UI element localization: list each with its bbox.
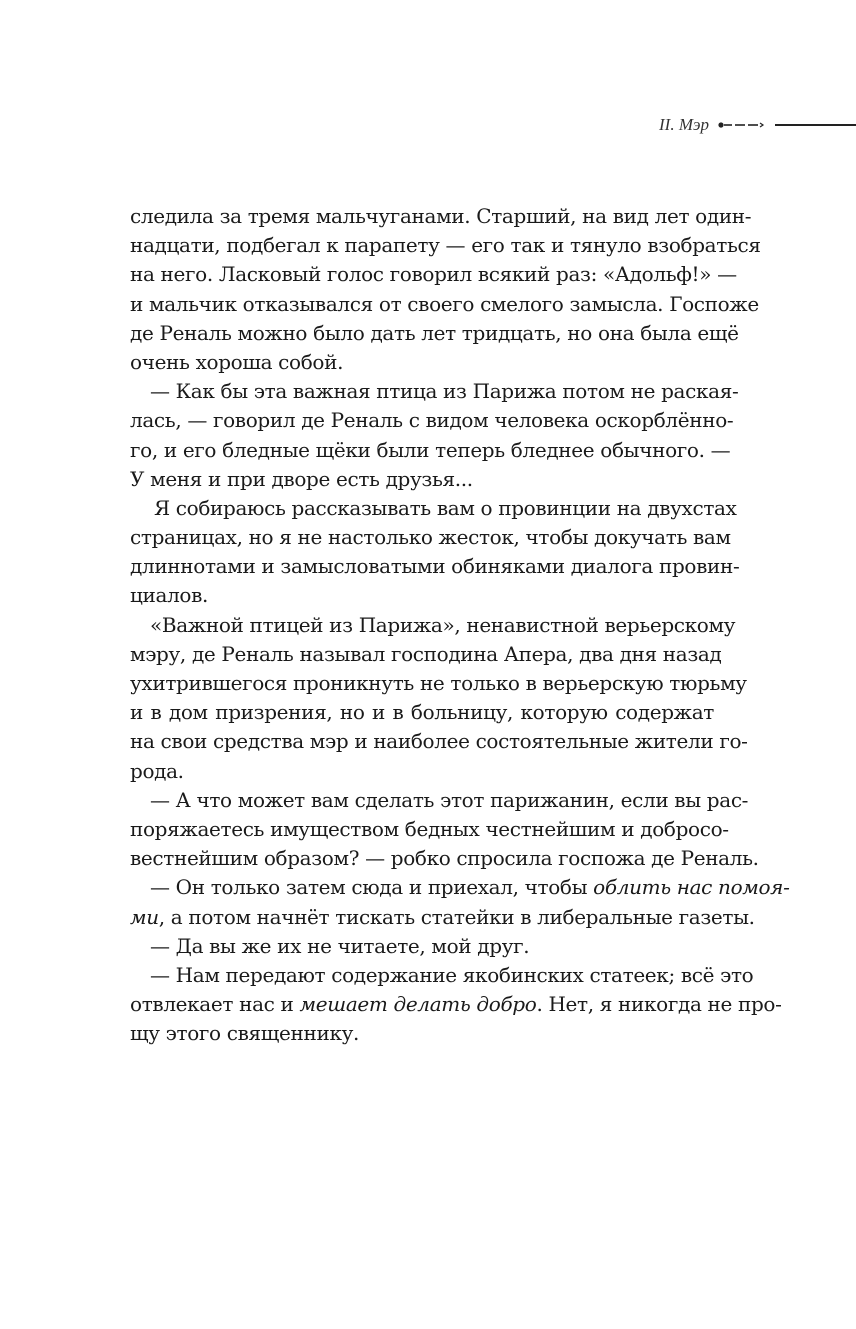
text-span: . Нет, я никогда не про- (536, 992, 782, 1017)
text-line (130, 903, 755, 932)
italic-span: облить нас помоя- (593, 875, 790, 900)
text-line: ухитрившегося проникнуть не только в верьерскую тюрьму (130, 671, 747, 695)
text-line: — Да вы же их не читаете, мой друг. (150, 933, 530, 958)
text-line: поряжаетесь имуществом бедных честнейшим и добросо- (130, 816, 729, 841)
text-line: «Важной птицей из Парижа», ненавистной верьерскому (150, 612, 736, 637)
text-line: де Реналь можно было дать лет тридцать, но она была ещё (130, 320, 739, 345)
text-line: лась, — говорил де Реналь с видом человека оскорблённо- (130, 408, 734, 433)
text-line: и мальчик отказывался от своего смелого замысла. Госпоже (130, 291, 759, 316)
text-line: мэру, де Реналь называл господина Апера, два дня назад (130, 641, 722, 666)
text-line: на свои средства мэр и наиболее состоятельные жители го- (130, 729, 748, 754)
text-line: Я собираюсь рассказывать вам о провинции на двухстах (154, 495, 737, 520)
text-line: го, и его бледные щёки были теперь бледнее обычного. — (130, 437, 731, 462)
text-line: вестнейшим образом? — робко спросила госпожа де Реналь. (130, 846, 759, 871)
text-span: отвлекает нас и (130, 992, 300, 1017)
text-line (130, 873, 790, 902)
italic-span: мешает делать добро (299, 992, 537, 1017)
running-title: II. Мэр (659, 115, 709, 134)
text-line: циалов. (130, 583, 209, 608)
italic-span: ми (130, 904, 159, 929)
text-line: следила за тремя мальчуганами. Старший, на вид лет один- (130, 204, 752, 228)
flourish-line-icon (715, 113, 856, 137)
text-line: У меня и при дворе есть друзья... (130, 466, 473, 491)
text-line: страницах, но я не настолько жесток, чтобы докучать вам (130, 525, 731, 550)
text-line: — Как бы эта важная птица из Парижа потом не раская- (150, 379, 739, 404)
text-line: и в дом призрения, но и в больницу, которую содержат (130, 700, 714, 725)
text-line: длиннотами и замысловатыми обиняками диалога провин- (130, 554, 740, 579)
text-line: надцати, подбегал к парапету — его так и тянуло взобраться (130, 233, 761, 258)
text-line: очень хороша собой. (130, 349, 344, 374)
text-line: рода. (130, 758, 184, 783)
text-line (130, 990, 782, 1019)
text-line: — А что может вам сделать этот парижанин, если вы рас- (150, 787, 749, 812)
text-span: , а потом начнёт тискать статейки в либеральные газеты. (158, 904, 755, 929)
text-line: на него. Ласковый голос говорил всякий раз: «Адольф!» — (130, 262, 737, 287)
text-line: щу этого священнику. (130, 1021, 360, 1046)
text-line: — Нам передают содержание якобинских статеек; всё это (150, 962, 754, 987)
body-text (130, 202, 790, 1048)
running-header (0, 113, 856, 137)
text-span: — Он только затем сюда и приехал, чтобы (150, 875, 594, 900)
